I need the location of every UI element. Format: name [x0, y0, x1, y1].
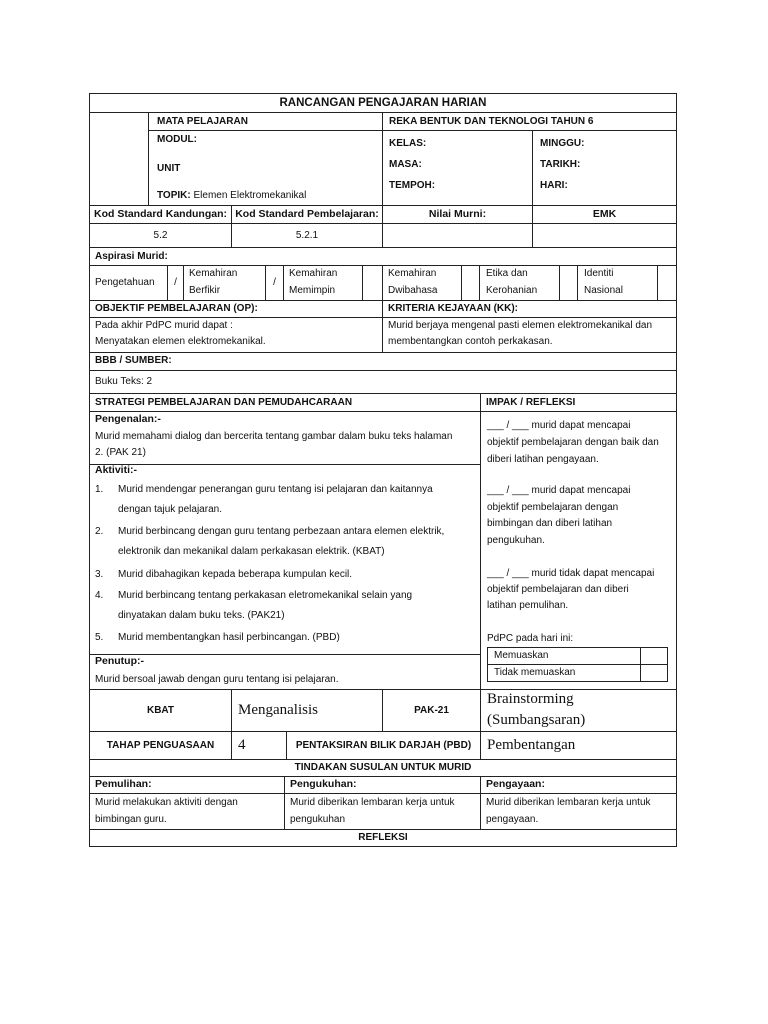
strategi-label: STRATEGI PEMBELAJARAN DAN PEMUDAHCARAAN	[95, 397, 353, 408]
kriteria-line-1: Murid berjaya mengenal pasti elemen elektromekanikal dan	[388, 320, 653, 331]
aspirasi-pengetahuan: Pengetahuan	[95, 277, 155, 288]
aspirasi-mark-1-value: /	[174, 277, 177, 288]
pemulihan-label: Pemulihan:	[95, 778, 152, 790]
pbd-value: Pembentangan	[487, 737, 576, 753]
pdpc-check-column	[640, 647, 668, 682]
pengenalan-line-1: Murid memahami dialog dan bercerita tentang gambar dalam buku teks halaman	[95, 431, 453, 442]
impak-block-1-line-3: diberi latihan pengayaan.	[487, 454, 599, 465]
bbb-label: BBB / SUMBER:	[95, 355, 172, 366]
refleksi-label: REFLEKSI	[358, 832, 408, 843]
impak-block-3-line-1: ___ / ___ murid tidak dapat mencapai	[487, 568, 655, 579]
kod-pembelajaran-label: Kod Standard Pembelajaran:	[235, 208, 379, 220]
aktiviti-item-5-line-1: Murid membentangkan hasil perbincangan. (PBD)	[118, 632, 340, 643]
minggu-label: MINGGU:	[540, 138, 585, 149]
aspirasi-mark-2-value: /	[273, 277, 276, 288]
aspirasi-mark-4	[461, 265, 480, 301]
aktiviti-num-1: 1.	[95, 484, 104, 495]
aspirasi-dwibahasa-2: Dwibahasa	[388, 285, 438, 296]
kod-kandungan-value: 5.2	[153, 230, 168, 241]
tindakan-label-divider	[89, 776, 677, 794]
pengenalan-label: Pengenalan:-	[95, 413, 161, 425]
penutup-label: Penutup:-	[95, 655, 144, 667]
hari-label: HARI:	[540, 180, 568, 191]
topik-row	[157, 187, 306, 204]
aspirasi-label-cell	[89, 247, 677, 266]
pengukuhan-label: Pengukuhan:	[290, 778, 357, 790]
aspirasi-dwibahasa-1: Kemahiran	[388, 268, 437, 279]
pak-value-line-1: Brainstorming	[487, 691, 574, 707]
kbat-label: KBAT	[146, 705, 175, 716]
aspirasi-mark-6	[657, 265, 677, 301]
objektif-label: OBJEKTIF PEMBELAJARAN (OP):	[95, 303, 258, 314]
pengayaan-label: Pengayaan:	[486, 778, 545, 790]
impak-block-2-line-4: pengukuhan.	[487, 535, 545, 546]
bbb-value-cell	[89, 370, 677, 394]
impak-label: IMPAK / REFLEKSI	[486, 397, 576, 408]
impak-block-1-line-2: objektif pembelajaran dengan baik dan	[487, 437, 659, 448]
tahap-value: 4	[238, 737, 246, 753]
aspirasi-berfikir-1: Kemahiran	[189, 268, 238, 279]
pdpc-label: PdPC pada hari ini:	[487, 633, 574, 644]
aspirasi-etika-1: Etika dan	[486, 268, 528, 279]
masa-label: MASA:	[389, 159, 422, 170]
aspirasi-etika-2: Kerohanian	[486, 285, 538, 296]
aktiviti-item-4-line-1: Murid berbincang tentang perkakasan eletromekanikal selain yang	[118, 590, 413, 601]
pemulihan-line-1: Murid melakukan aktiviti dengan	[95, 797, 238, 808]
aktiviti-item-4-line-2: dinyatakan dalam buku teks. (PAK21)	[118, 610, 285, 621]
aktiviti-num-3: 3.	[95, 569, 104, 580]
aspirasi-memimpin-2: Memimpin	[289, 285, 336, 296]
aktiviti-item-1-line-1: Murid mendengar penerangan guru tentang isi pelajaran dan kaitannya	[118, 484, 433, 495]
aspirasi-berfikir-2: Berfikir	[189, 285, 221, 296]
aktiviti-item-1-line-2: dengan tajuk pelajaran.	[118, 504, 222, 515]
objektif-line-1: Pada akhir PdPC murid dapat :	[95, 320, 233, 331]
modul-label: MODUL:	[157, 134, 197, 145]
pdpc-memuaskan: Memuaskan	[494, 650, 549, 661]
kelas-label: KELAS:	[389, 138, 427, 149]
aktiviti-num-4: 4.	[95, 590, 104, 601]
tarikh-label: TARIKH:	[540, 159, 581, 170]
pengenalan-line-2: 2. (PAK 21)	[95, 447, 146, 458]
impak-block-3-line-3: latihan pemulihan.	[487, 600, 569, 611]
kbat-value: Menganalisis	[238, 702, 318, 718]
pengukuhan-line-1: Murid diberikan lembaran kerja untuk	[290, 797, 455, 808]
impak-block-2-line-1: ___ / ___ murid dapat mencapai	[487, 485, 631, 496]
pengayaan-line-2: pengayaan.	[486, 814, 539, 825]
impak-block-2-line-2: objektif pembelajaran dengan	[487, 502, 619, 513]
kod-kandungan-label: Kod Standard Kandungan:	[94, 208, 227, 220]
tindakan-label: TINDAKAN SUSULAN UNTUK MURID	[294, 762, 472, 773]
aspirasi-identiti-2: Nasional	[584, 285, 623, 296]
pengayaan-line-1: Murid diberikan lembaran kerja untuk	[486, 797, 651, 808]
pdpc-tidak-memuaskan: Tidak memuaskan	[494, 667, 576, 678]
tahap-label: TAHAP PENGUASAAN	[106, 740, 215, 751]
objektif-line-2: Menyatakan elemen elektromekanikal.	[95, 336, 266, 347]
aspirasi-mark-3	[362, 265, 383, 301]
bbb-value: Buku Teks: 2	[95, 376, 153, 387]
unit-label: UNIT	[157, 163, 181, 174]
pak-value-line-2: (Sumbangsaran)	[487, 712, 586, 728]
pbd-label: PENTAKSIRAN BILIK DARJAH (PBD)	[295, 740, 472, 751]
kriteria-label: KRITERIA KEJAYAAN (KK):	[388, 303, 519, 314]
kriteria-line-2: membentangkan contoh perkakasan.	[388, 336, 553, 347]
impak-block-1-line-1: ___ / ___ murid dapat mencapai	[487, 420, 631, 431]
aspirasi-memimpin-1: Kemahiran	[289, 268, 338, 279]
aktiviti-item-3-line-1: Murid dibahagikan kepada beberapa kumpulan kecil.	[118, 569, 353, 580]
kod-pembelajaran-value: 5.2.1	[295, 230, 319, 241]
pemulihan-line-2: bimbingan guru.	[95, 814, 167, 825]
mata-pelajaran-label: MATA PELAJARAN	[157, 116, 248, 127]
tempoh-label: TEMPOH:	[389, 180, 436, 191]
aspirasi-mark-5	[559, 265, 578, 301]
impak-block-3-line-2: objektif pembelajaran dan diberi	[487, 584, 629, 595]
aktiviti-num-5: 5.	[95, 632, 104, 643]
emk-label: EMK	[592, 208, 617, 220]
topik-label: TOPIK:	[157, 190, 191, 201]
pak-label: PAK-21	[414, 705, 449, 716]
pengukuhan-line-2: pengukuhan	[290, 814, 346, 825]
aktiviti-item-2-line-2: elektronik dan mekanikal dalam perkakasan elektrik. (KBAT)	[118, 546, 385, 557]
aspirasi-label: Aspirasi Murid:	[95, 251, 168, 262]
nilai-murni-label: Nilai Murni:	[428, 208, 487, 220]
bbb-label-cell	[89, 352, 677, 371]
aspirasi-identiti-1: Identiti	[584, 268, 614, 279]
page-title: RANCANGAN PENGAJARAN HARIAN	[279, 97, 487, 109]
impak-block-2-line-3: bimbingan dan diberi latihan	[487, 518, 613, 529]
aktiviti-label: Aktiviti:-	[95, 464, 137, 476]
subject-value: REKA BENTUK DAN TEKNOLOGI TAHUN 6	[389, 116, 594, 127]
penutup-value: Murid bersoal jawab dengan guru tentang isi pelajaran.	[95, 674, 339, 685]
aktiviti-item-2-line-1: Murid berbincang dengan guru tentang perbezaan antara elemen elektrik,	[118, 526, 445, 537]
aktiviti-num-2: 2.	[95, 526, 104, 537]
topik-value: Elemen Elektromekanikal	[193, 190, 307, 201]
header-left-blank	[89, 112, 149, 206]
